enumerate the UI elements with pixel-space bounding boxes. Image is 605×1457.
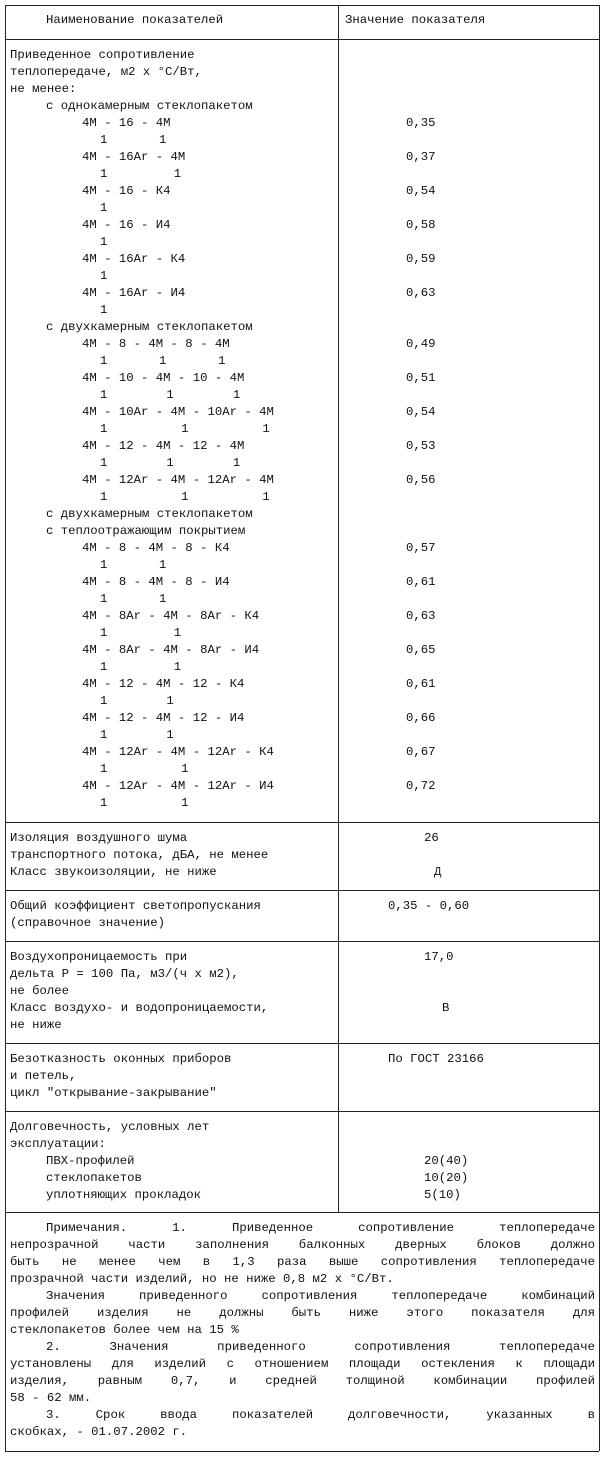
durability-item-label: уплотняющих прокладок: [46, 1188, 201, 1202]
glazing-formula: 4М - 8 - 4М - 8 - 4М: [82, 337, 230, 351]
note-line: 58 - 62 мм.: [10, 1391, 92, 1405]
note-line: 2. Значения приведенного сопротивления теплопередаче: [46, 1340, 595, 1354]
heat-resistance-value: 0,72: [406, 779, 436, 793]
note-line: скобках, - 01.07.2002 г.: [10, 1425, 188, 1439]
glazing-formula: 4М - 8 - 4М - 8 - И4: [82, 575, 230, 589]
heat-resistance-value: 0,54: [406, 405, 436, 419]
durability-item-value: 20(40): [424, 1154, 469, 1168]
glazing-formula: 4М - 8Ar - 4М - 8Ar - К4: [82, 609, 260, 623]
durability-title-line: эксплуатации:: [10, 1137, 106, 1151]
heat-resistance-value: 0,37: [406, 150, 436, 164]
glazing-formula: 4М - 10Ar - 4М - 10Ar - 4М: [82, 405, 274, 419]
reliability-label-line: Безотказность оконных приборов: [10, 1052, 232, 1066]
glazing-formula: 4М - 12 - 4М - 12 - И4: [82, 711, 245, 725]
glazing-formula: 4М - 16 - К4: [82, 184, 171, 198]
noise-label-line: Изоляция воздушного шума: [10, 831, 188, 845]
note-line: стеклопакетов более чем на 15 %: [10, 1323, 239, 1337]
row-divider-reliability: [5, 1111, 599, 1112]
durability-item-label: стеклопакетов: [46, 1171, 142, 1185]
note-line: прозрачной части изделий, но не ниже 0,8 м2 x °С/Вт.: [10, 1272, 394, 1286]
glazing-formula-subscript: 1: [100, 269, 108, 283]
row-divider-durability: [5, 1212, 599, 1213]
note-line: непрозрачной части заполнения балконных дверных блоков должно: [10, 1238, 595, 1252]
heat-resistance-value: 0,57: [406, 541, 436, 555]
heat-resistance-value: 0,63: [406, 286, 436, 300]
glazing-formula: 4М - 16 - 4М: [82, 116, 171, 130]
heat-resistance-value: 0,53: [406, 439, 436, 453]
noise-label-line: Класс звукоизоляции, не ниже: [10, 865, 217, 879]
glazing-formula-subscript: 1 1: [100, 728, 174, 742]
air-label-line: Воздухопроницаемость при: [10, 950, 188, 964]
durability-item-value: 5(10): [424, 1188, 461, 1202]
heat-title-line: Приведенное сопротивление: [10, 48, 195, 62]
header-indicator-name: Наименование показателей: [46, 13, 224, 27]
light-label-line: (справочное значение): [10, 916, 165, 930]
header-divider: [5, 39, 599, 40]
note-line: 3. Срок ввода показателей долговечности, указанных в: [46, 1408, 595, 1422]
air-label-line: не более: [10, 984, 70, 998]
heat-resistance-value: 0,61: [406, 575, 436, 589]
note-line: установлены для изделий с отношением площади остекления к площади: [10, 1357, 595, 1371]
heat-resistance-value: 0,65: [406, 643, 436, 657]
heat-resistance-value: 0,58: [406, 218, 436, 232]
glazing-group-heading: с теплоотражающим покрытием: [46, 524, 246, 538]
sound-insulation-class: Д: [434, 865, 442, 879]
glazing-formula: 4М - 8 - 4М - 8 - К4: [82, 541, 230, 555]
glazing-formula-subscript: 1 1 1: [100, 388, 241, 402]
heat-resistance-value: 0,61: [406, 677, 436, 691]
air-water-class: В: [442, 1001, 450, 1015]
heat-title-line: не менее:: [10, 82, 77, 96]
glazing-formula-subscript: 1 1 1: [100, 456, 241, 470]
air-permeability-value: 17,0: [424, 950, 454, 964]
glazing-formula-subscript: 1 1 1: [100, 490, 270, 504]
reliability-label-line: цикл "открывание-закрывание": [10, 1086, 217, 1100]
table-border-right: [599, 5, 600, 1451]
heat-resistance-value: 0,63: [406, 609, 436, 623]
glazing-formula: 4М - 12 - 4М - 12 - 4М: [82, 439, 245, 453]
glazing-formula-subscript: 1: [100, 235, 108, 249]
heat-resistance-value: 0,56: [406, 473, 436, 487]
header-indicator-value: Значение показателя: [345, 13, 486, 27]
note-line: профилей изделия не должны быть ниже этого показателя для: [10, 1306, 595, 1320]
durability-title-line: Долговечность, условных лет: [10, 1120, 210, 1134]
glazing-formula: 4М - 12 - 4М - 12 - К4: [82, 677, 245, 691]
glazing-formula-subscript: 1: [100, 201, 108, 215]
reliability-value: По ГОСТ 23166: [388, 1052, 484, 1066]
glazing-formula-subscript: 1 1: [100, 592, 167, 606]
column-divider: [338, 5, 339, 1212]
glazing-group-heading: с двухкамерным стеклопакетом: [46, 320, 253, 334]
heat-resistance-value: 0,49: [406, 337, 436, 351]
heat-title-line: теплопередаче, м2 x °С/Вт,: [10, 65, 202, 79]
glazing-formula-subscript: 1 1: [100, 626, 182, 640]
glazing-formula: 4М - 16Ar - К4: [82, 252, 186, 266]
glazing-formula: 4М - 10 - 4М - 10 - 4М: [82, 371, 245, 385]
row-divider-light: [5, 941, 599, 942]
row-divider-air: [5, 1043, 599, 1044]
heat-resistance-value: 0,66: [406, 711, 436, 725]
glazing-group-heading: с двухкамерным стеклопакетом: [46, 507, 253, 521]
glazing-formula-subscript: 1 1 1: [100, 354, 226, 368]
table-border-top: [5, 5, 599, 6]
light-transmission-value: 0,35 - 0,60: [388, 899, 470, 913]
glazing-formula-subscript: 1 1: [100, 558, 167, 572]
heat-resistance-value: 0,51: [406, 371, 436, 385]
note-line: Примечания. 1. Приведенное сопротивление теплопередаче: [46, 1221, 595, 1235]
heat-resistance-value: 0,67: [406, 745, 436, 759]
glazing-formula: 4М - 16 - И4: [82, 218, 171, 232]
note-line: Значения приведенного сопротивления теплопередаче комбинаций: [46, 1289, 595, 1303]
table-border-left: [5, 5, 6, 1451]
glazing-formula: 4М - 12Ar - 4М - 12Ar - 4М: [82, 473, 274, 487]
glazing-formula-subscript: 1 1: [100, 796, 189, 810]
glazing-formula-subscript: 1 1: [100, 133, 167, 147]
glazing-formula: 4М - 12Ar - 4М - 12Ar - И4: [82, 779, 274, 793]
glazing-formula-subscript: 1 1: [100, 694, 174, 708]
glazing-formula-subscript: 1: [100, 303, 108, 317]
glazing-formula-subscript: 1 1 1: [100, 422, 270, 436]
air-label-line: не ниже: [10, 1018, 62, 1032]
light-label-line: Общий коэффициент светопропускания: [10, 899, 261, 913]
table-border-bottom: [5, 1451, 599, 1452]
row-divider-heat: [5, 822, 599, 823]
note-line: изделия, равным 0,7, и средней толщиной комбинации профилей: [10, 1374, 595, 1388]
durability-item-value: 10(20): [424, 1171, 469, 1185]
air-label-line: Класс воздухо- и водопроницаемости,: [10, 1001, 269, 1015]
glazing-formula: 4М - 16Ar - 4М: [82, 150, 186, 164]
glazing-group-heading: с однокамерным стеклопакетом: [46, 99, 253, 113]
heat-resistance-value: 0,35: [406, 116, 436, 130]
durability-item-label: ПВХ-профилей: [46, 1154, 135, 1168]
note-line: быть не менее чем в 1,3 раза выше сопротивления теплопередаче: [10, 1255, 595, 1269]
air-label-line: дельта P = 100 Па, м3/(ч x м2),: [10, 967, 239, 981]
heat-resistance-value: 0,59: [406, 252, 436, 266]
glazing-formula: 4М - 12Ar - 4М - 12Ar - К4: [82, 745, 274, 759]
heat-resistance-value: 0,54: [406, 184, 436, 198]
glazing-formula: 4М - 8Ar - 4М - 8Ar - И4: [82, 643, 260, 657]
row-divider-noise: [5, 890, 599, 891]
noise-insulation-value: 26: [424, 831, 439, 845]
glazing-formula-subscript: 1 1: [100, 660, 182, 674]
glazing-formula-subscript: 1 1: [100, 762, 189, 776]
reliability-label-line: и петель,: [10, 1069, 77, 1083]
glazing-formula: 4М - 16Ar - И4: [82, 286, 186, 300]
glazing-formula-subscript: 1 1: [100, 167, 182, 181]
noise-label-line: транспортного потока, дБА, не менее: [10, 848, 269, 862]
